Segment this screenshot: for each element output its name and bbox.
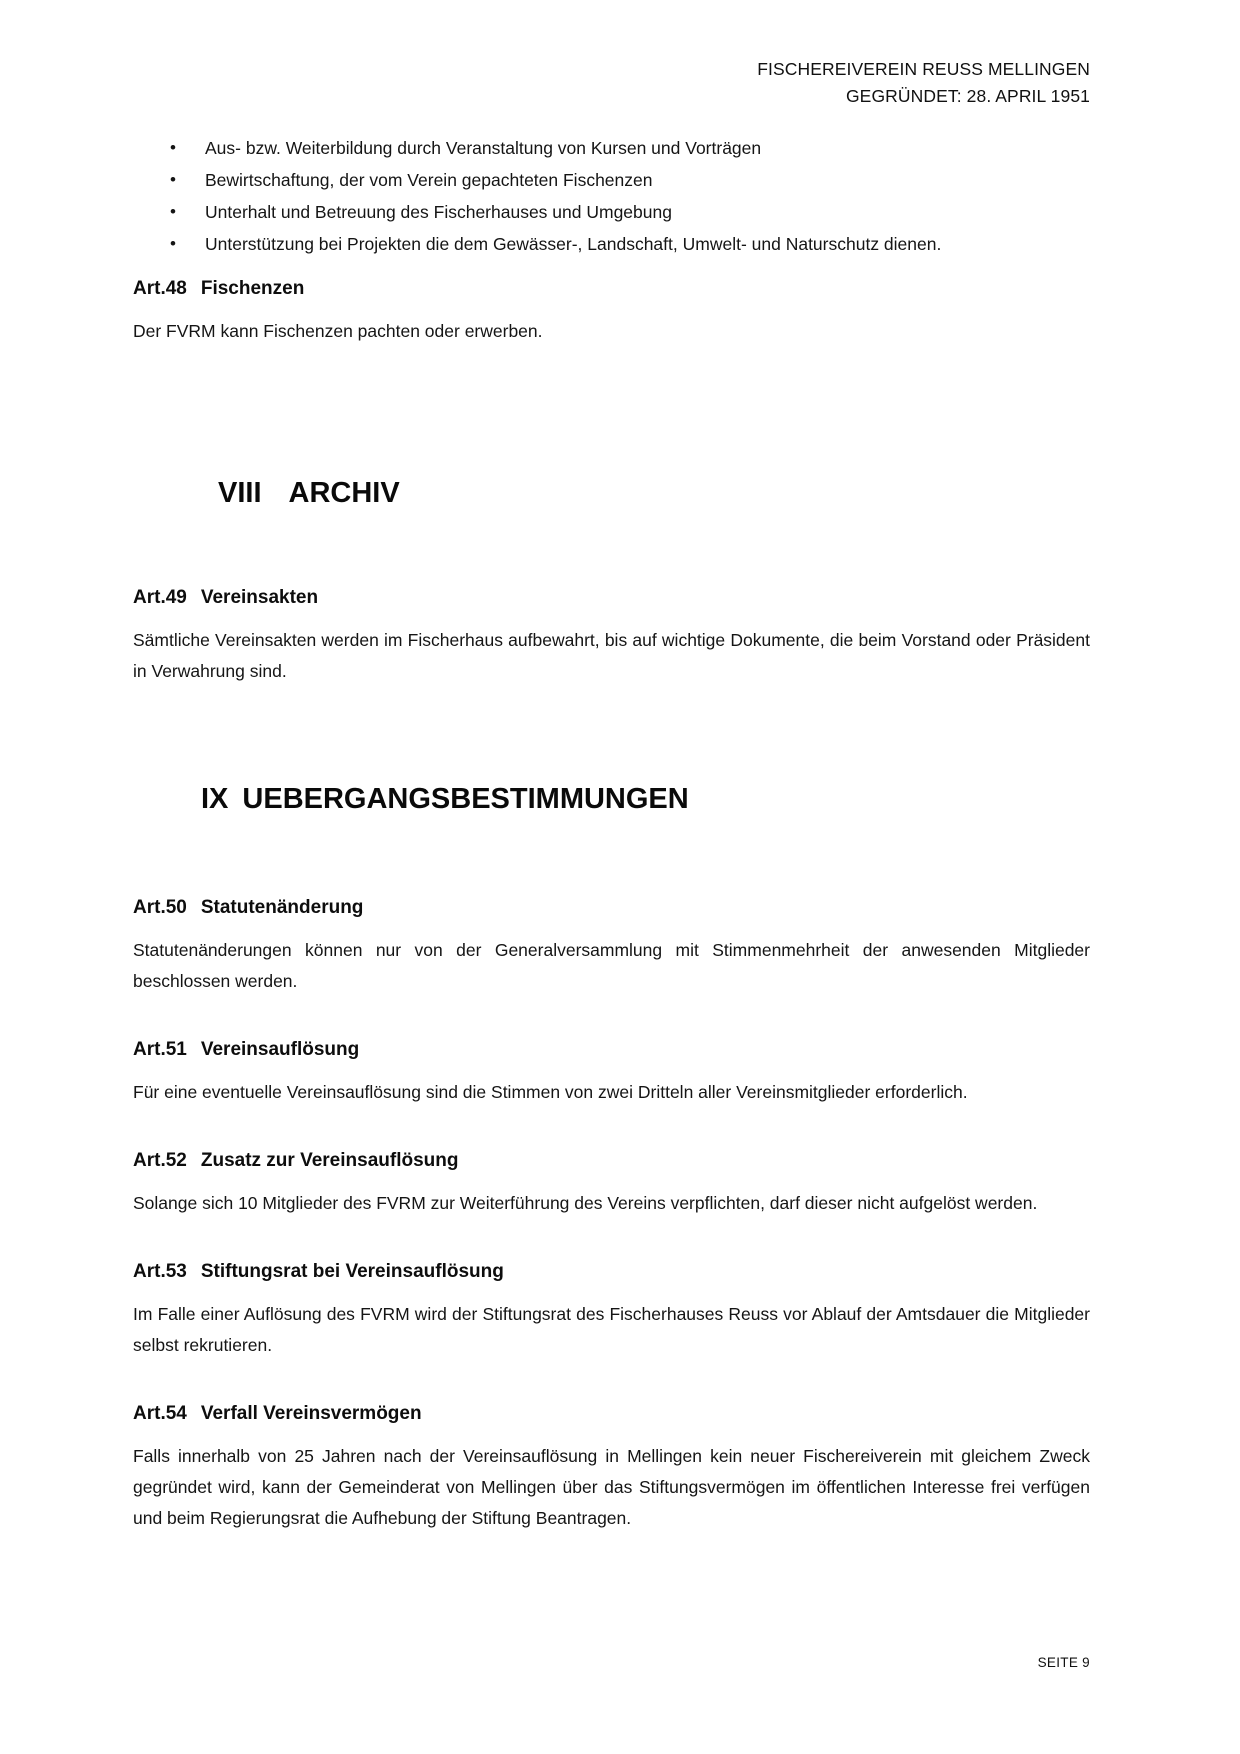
article-53-body: Im Falle einer Auflösung des FVRM wird der Stiftungsrat des Fischerhauses Reuss vor Ablauf der Amtsdauer die Mitglieder selbst rekrutieren.: [133, 1304, 1090, 1355]
article-54-body: Falls innerhalb von 25 Jahren nach der Vereinsauflösung in Mellingen kein neuer Fischereiverein mit gleichem Zweck gegründet wird, kann der Gemeinderat von Mellingen über das Stiftungsvermögen im öffentlichen Interesse frei verfügen und beim Regierungsrat die Aufhebung der Stiftung Beantragen.: [133, 1446, 1090, 1528]
article-number: Art.50: [133, 897, 187, 918]
article-52-body: Solange sich 10 Mitglieder des FVRM zur Weiterführung des Vereins verpflichten, darf dieser nicht aufgelöst werden.: [133, 1193, 1038, 1213]
article-50-body: Statutenänderungen können nur von der Generalversammlung mit Stimmenmehrheit der anwesenden Mitglieder beschlossen werden.: [133, 940, 1090, 991]
section-title: ARCHIV: [288, 477, 400, 509]
bullet-icon: •: [170, 138, 176, 157]
article-title: Zusatz zur Vereinsauflösung: [200, 1150, 459, 1171]
article-48-heading: [133, 276, 1090, 302]
section-numeral: IX: [201, 783, 229, 815]
bullet-icon: •: [170, 202, 176, 221]
article-title: Verfall Vereinsvermögen: [200, 1403, 422, 1424]
article-number: Art.49: [133, 587, 187, 608]
list-item: [133, 164, 1090, 196]
list-item-text: Bewirtschaftung, der vom Verein gepachteten Fischenzen: [205, 170, 653, 190]
article-49-body: Sämtliche Vereinsakten werden im Fischerhaus aufbewahrt, bis auf wichtige Dokumente, die beim Vorstand oder Präsident in Verwahrung sind.: [133, 630, 1090, 681]
article-54-heading: [133, 1401, 1090, 1427]
list-item: [133, 196, 1090, 228]
list-item-text: Unterstützung bei Projekten die dem Gewässer-, Landschaft, Umwelt- und Naturschutz dienen.: [205, 234, 942, 254]
article-number: Art.51: [133, 1039, 187, 1060]
article-title: Vereinsakten: [200, 587, 319, 608]
article-title: Stiftungsrat bei Vereinsauflösung: [200, 1261, 504, 1282]
header-org-name: FISCHEREIVEREIN REUSS MELLINGEN: [757, 59, 1090, 79]
article-51-heading: [133, 1037, 1090, 1063]
list-item-text: Unterhalt und Betreuung des Fischerhauses und Umgebung: [205, 202, 672, 222]
bullet-icon: •: [170, 234, 176, 253]
page-header: [133, 56, 1090, 110]
article-50-heading: [133, 895, 1090, 921]
list-item-text: Aus- bzw. Weiterbildung durch Veranstaltung von Kursen und Vorträgen: [205, 138, 762, 158]
section-ix-heading: [133, 779, 1090, 819]
article-title: Statutenänderung: [200, 897, 364, 918]
article-49-heading: [133, 585, 1090, 611]
article-number: Art.48: [133, 278, 187, 299]
article-number: Art.53: [133, 1261, 187, 1282]
section-viii-heading: [133, 473, 1090, 513]
purpose-bullet-list: [133, 132, 1090, 260]
article-number: Art.52: [133, 1150, 187, 1171]
article-number: Art.54: [133, 1403, 187, 1424]
section-title: UEBERGANGSBESTIMMUNGEN: [242, 783, 689, 815]
article-53-heading: [133, 1259, 1090, 1285]
article-51-body: Für eine eventuelle Vereinsauflösung sind die Stimmen von zwei Dritteln aller Vereinsmitglieder erforderlich.: [133, 1082, 968, 1102]
bullet-icon: •: [170, 170, 176, 189]
article-52-heading: [133, 1148, 1090, 1174]
list-item: [133, 132, 1090, 164]
article-title: Fischenzen: [200, 278, 305, 299]
article-48-body: Der FVRM kann Fischenzen pachten oder erwerben.: [133, 321, 543, 341]
list-item: [133, 228, 1090, 260]
section-numeral: VIII: [218, 477, 262, 509]
header-founded-date: GEGRÜNDET: 28. APRIL 1951: [845, 86, 1090, 106]
page-number: SEITE 9: [1037, 1655, 1090, 1670]
article-title: Vereinsauflösung: [200, 1039, 360, 1060]
